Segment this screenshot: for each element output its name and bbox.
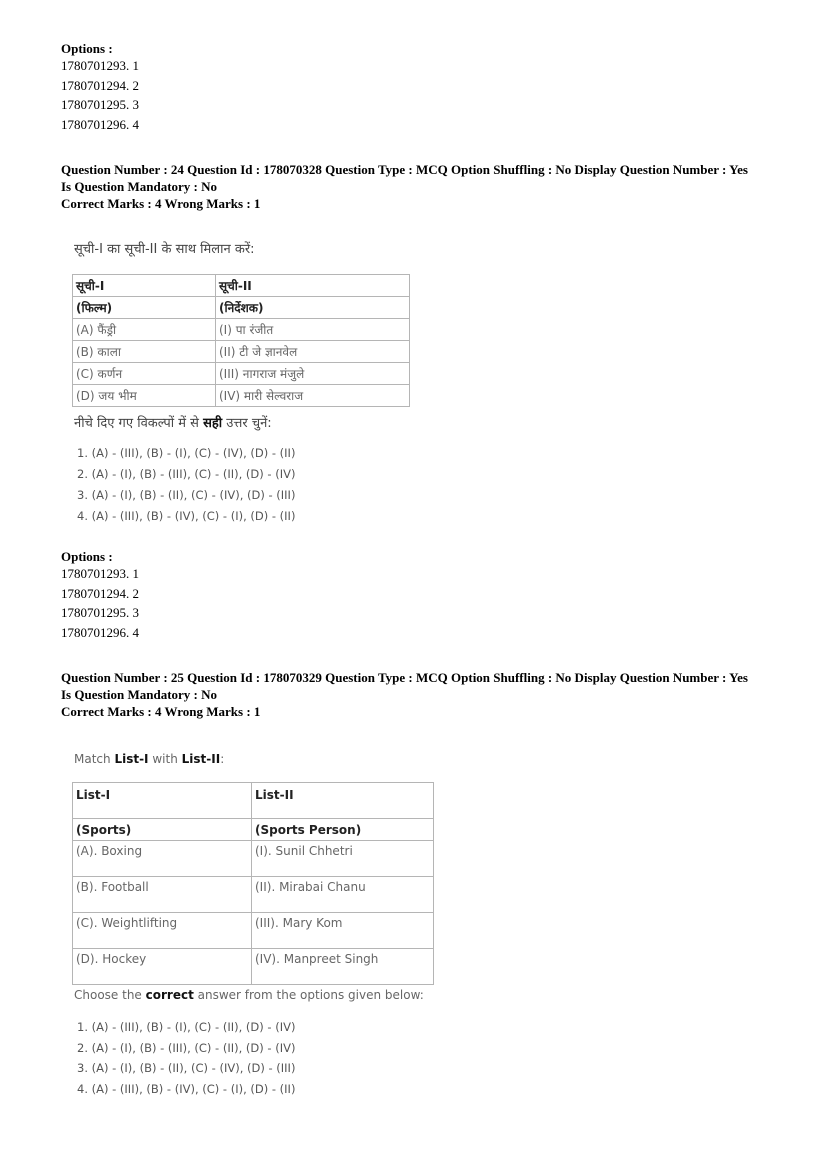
table-row — [73, 341, 410, 363]
q24-cell-a: (A) फैंड्री — [73, 319, 216, 341]
q25-header-list2: List-II — [252, 783, 434, 819]
q25-cell-iv: (IV). Manpreet Singh — [252, 949, 434, 985]
q24-cell-iv: (IV) मारी सेल्वराज — [216, 385, 410, 407]
option-item: 1780701295. 3 — [61, 605, 139, 620]
q24-instruction-text: सूची-I का सूची-II के साथ मिलान करें: — [74, 242, 255, 257]
q25-cell-a: (A). Boxing — [73, 841, 252, 877]
table-row — [73, 319, 410, 341]
q24-instruction — [74, 239, 255, 257]
table-row — [73, 385, 410, 407]
q24-choose-bold: सही — [203, 416, 223, 431]
q24-cell-i: (I) पा रंजीत — [216, 319, 410, 341]
q24-header-list2: सूची-II — [216, 275, 410, 297]
q24-cell-d: (D) जय भीम — [73, 385, 216, 407]
q25-meta-line1: Question Number : 25 Question Id : 178070329 Question Type : MCQ Option Shuffling : No Display Question Number : Yes — [61, 670, 748, 685]
q25-choice-4: 4. (A) - (III), (B) - (IV), (C) - (I), (D) - (II) — [77, 1081, 296, 1096]
option-item: 1780701293. 1 — [61, 566, 139, 581]
q25-instr-b2: List-II — [181, 752, 221, 766]
q25-cell-i: (I). Sunil Chhetri — [252, 841, 434, 877]
q24-cell-c: (C) कर्णन — [73, 363, 216, 385]
q24-options-label: Options : — [61, 549, 113, 564]
q25-choices — [77, 1020, 295, 1102]
q24-cell-iii: (III) नागराज मंजुले — [216, 363, 410, 385]
q24-subheader-list1: (फिल्म) — [73, 297, 216, 319]
option-item: 1780701296. 4 — [61, 116, 139, 132]
option-item: 1780701296. 4 — [61, 624, 139, 640]
q24-meta-line1: Question Number : 24 Question Id : 178070328 Question Type : MCQ Option Shuffling : No Display Question Number : Yes — [61, 162, 748, 177]
q24-choose-pre: नीचे दिए गए विकल्पों में से — [74, 416, 204, 431]
table-row — [73, 913, 434, 949]
q25-instr-mid: with — [148, 752, 182, 766]
table-row — [73, 841, 434, 877]
q25-choose-instruction — [74, 988, 424, 1002]
q25-subheader-list1: (Sports) — [73, 819, 252, 841]
option-item: 1780701294. 2 — [61, 585, 139, 601]
table-row — [73, 363, 410, 385]
q24-choice-1: 1. (A) - (III), (B) - (I), (C) - (IV), (D) - (II) — [77, 446, 296, 460]
q24-choice-3: 3. (A) - (I), (B) - (II), (C) - (IV), (D) - (III) — [77, 488, 296, 502]
q24-meta-line2: Is Question Mandatory : No — [61, 179, 218, 194]
options-list-top — [61, 58, 139, 136]
q24-match-table — [72, 274, 410, 407]
q25-instr-b1: List-I — [114, 752, 149, 766]
q25-meta-line3: Correct Marks : 4 Wrong Marks : 1 — [61, 704, 261, 719]
option-item: 1780701295. 3 — [61, 97, 139, 112]
q24-choice-2: 2. (A) - (I), (B) - (III), (C) - (II), (D) - (IV) — [77, 467, 296, 481]
q25-meta-line2: Is Question Mandatory : No — [61, 687, 218, 702]
q25-cell-iii: (III). Mary Kom — [252, 913, 434, 949]
q25-instr-pre: Match — [74, 752, 115, 766]
q24-choice-4: 4. (A) - (III), (B) - (IV), (C) - (I), (D) - (II) — [77, 509, 296, 523]
q25-choice-2: 2. (A) - (I), (B) - (III), (C) - (II), (D) - (IV) — [77, 1040, 296, 1055]
q25-choose-pre: Choose the — [74, 988, 146, 1002]
q25-cell-ii: (II). Mirabai Chanu — [252, 877, 434, 913]
option-item: 1780701294. 2 — [61, 77, 139, 93]
q25-subheader-list2: (Sports Person) — [252, 819, 434, 841]
q25-instruction — [74, 752, 224, 766]
q25-match-table — [72, 782, 434, 985]
q24-options-list — [61, 566, 139, 644]
q24-cell-b: (B) काला — [73, 341, 216, 363]
q25-cell-b: (B). Football — [73, 877, 252, 913]
q24-choose-instruction — [74, 413, 272, 431]
q24-subheader-list2: (निर्देशक) — [216, 297, 410, 319]
q24-cell-ii: (II) टी जे ज्ञानवेल — [216, 341, 410, 363]
table-row — [73, 949, 434, 985]
q25-cell-d: (D). Hockey — [73, 949, 252, 985]
q24-meta-line3: Correct Marks : 4 Wrong Marks : 1 — [61, 196, 261, 211]
q24-header-list1: सूची-I — [73, 275, 216, 297]
table-row — [73, 877, 434, 913]
option-item: 1780701293. 1 — [61, 58, 139, 73]
q25-choose-post: answer from the options given below: — [193, 988, 424, 1002]
q24-metadata — [61, 161, 748, 212]
q24-choices — [77, 446, 295, 530]
options-label-top: Options : — [61, 41, 113, 56]
q25-cell-c: (C). Weightlifting — [73, 913, 252, 949]
q25-metadata — [61, 669, 748, 720]
q25-choice-3: 3. (A) - (I), (B) - (II), (C) - (IV), (D) - (III) — [77, 1061, 296, 1075]
q25-choose-bold: correct — [145, 988, 194, 1002]
q24-choose-post: उत्तर चुनें: — [222, 416, 272, 431]
q25-instr-post: : — [220, 752, 225, 766]
q25-header-list1: List-I — [73, 783, 252, 819]
q25-choice-1: 1. (A) - (III), (B) - (I), (C) - (II), (D) - (IV) — [77, 1020, 296, 1034]
